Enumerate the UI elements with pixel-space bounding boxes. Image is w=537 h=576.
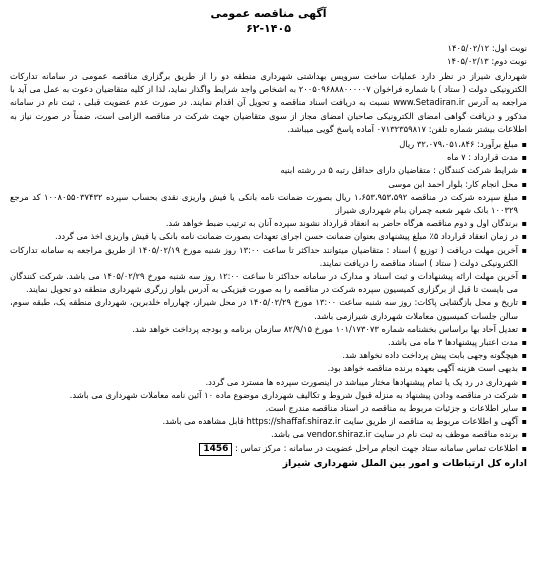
list-item: ▪ آگهی و اطلاعات مربوط به مناقصه از طریق سایت https://shaffaf.shiraz.ir قابل مشاهده می باشد. (10, 415, 527, 428)
list-item: ▪ تعدیل آحاد بها براساس بخشنامه شماره ۱۰۱/۱۷۳۰۷۳ مورخ ۸۲/۹/۱۵ سازمان برنامه و بودجه پرداخت خواهد شد. (10, 323, 527, 336)
list-item: ▪ بدیهی است هزینه آگهی بعهده برنده مناقصه خواهد بود. (10, 362, 527, 375)
list-item: ▪ تاریخ و محل بازگشایی پاکات: روز سه شنبه ساعت ۱۳:۰۰ مورخ ۱۴۰۵/۰۲/۲۹ در محل شیراز، چهارراه خلدبرین، شهرداری منطقه یک، طبقه سوم، سالن جلسات کمیسیون معاملات شهرداری شیرازمی باشد. (10, 296, 527, 322)
list-item: ▪ مبلغ سپرده شرکت در مناقصه ۱،۶۵۳،۹۵۳،۵۹۲ ریال بصورت ضمانت نامه بانکی یا فیش واریزی نقدی بحساب سپرده ۱۰۰۸۰۵۵۰۳۷۴۳۲ کد مرجع ۱۰۰۳۲۹ بانک شهر شعبه چمران بنام شهرداری شیراز (10, 191, 527, 217)
first-publication-date: نوبت اول: ۱۴۰۵/۰۲/۱۲ (447, 43, 527, 53)
second-publication-date: نوبت دوم: ۱۴۰۵/۰۲/۱۳ (447, 56, 527, 66)
list-item: ▪ شرایط شرکت کنندگان : متقاضیان دارای حداقل رتبه ۵ در رشته ابنیه (10, 164, 527, 177)
notice-title: آگهی مناقصه عمومی (210, 7, 327, 20)
list-item: ▪ برنده مناقصه موظف به ثبت نام در سایت vendor.shiraz.ir می باشد. (10, 428, 527, 441)
list-item: ▪ محل انجام کار: بلوار احمد ابن موسی (10, 178, 527, 191)
list-item-contact (10, 442, 527, 456)
list-item: ▪ سایر اطلاعات و جزئیات مربوط به مناقصه در اسناد مناقصه مندرج است. (10, 402, 527, 415)
issuer-footer: اداره کل ارتباطات و امور بین الملل شهرداری شیراز (282, 457, 527, 469)
list-item: ▪ شرکت در مناقصه ودادن پیشنهاد به منزله قبول شروط و تکالیف شهرداری موضوع ماده ۱۰ آئین نامه معاملات شهرداری می باشد. (10, 389, 527, 402)
publication-dates (10, 42, 527, 68)
list-item: ▪ برندگان اول و دوم مناقصه هرگاه حاضر به انعقاد قرارداد نشوند سپرده آنان به ترتیب ضبط خواهد شد. (10, 217, 527, 230)
list-item: ▪ مدت قرارداد : ۷ ماه (10, 151, 527, 164)
list-item: ▪ مبلغ برآورد: ۳۲،۰۷۹،۰۵۱،۸۴۶ ریال (10, 138, 527, 151)
list-item: ▪ مدت اعتبار پیشنهادها ۳ ماه می باشد. (10, 336, 527, 349)
call-center-number: 1456 (199, 443, 232, 456)
list-item: ▪ شهرداری در رد یک یا تمام پیشنهادها مختار میباشد در اینصورت سپرده ها مسترد می گردد. (10, 376, 527, 389)
list-item: ▪ هیچگونه وجهی بابت پیش پرداخت داده نخواهد شد. (10, 349, 527, 362)
list-item: ▪ آخرین مهلت دریافت ( توزیع ) اسناد : متقاضیان میتوانند حداکثر تا ساعت ۱۳:۰۰ روز شنبه مورخ ۱۴۰۵/۰۲/۱۹ از طریق مراجعه به سامانه تدارکات الکترونیکی دولت ( ستاد ) اسناد مناقصه را دریافت نمایند. (10, 244, 527, 270)
contact-label: اطلاعات تماس سامانه ستاد جهت انجام مراحل عضویت در سامانه : مرکز تماس : (235, 442, 518, 453)
conditions-list (10, 138, 527, 456)
intro-paragraph: شهرداری شیراز در نظر دارد عملیات ساخت سرویس بهداشتی شهرداری منطقه دو را از طریق برگزاری مناقصه عمومی در سامانه تدارکات الکترونیکی دولت ( ستاد ) با شماره فراخوان ۲۰۰۵۰۹۶۸۸۸۰۰۰۰۰۷ به اشخاص واجد شرایط واگذار نماید، لذا از کلیه متقاضیان دعوت به عمل می آید با مراجعه به آدرس www.Setadiran.ir نسبت به دریافت اسناد مناقصه و تحویل آن اقدام نمایند. در صورت عدم عضویت قبلی ، ثبت نام در سامانه مذکور و دریافت گواهی امضای الکترونیکی صاحبان امضای مجاز از سوی متقاضیان جهت شرکت در مناقصه الزامی است، ضمناً در صورت نیاز به اطلاعات بیشتر شماره تلفن: ۰۷۱۳۲۳۵۹۸۱۷ آماده پاسخ گویی میباشد. (10, 71, 528, 134)
list-item: ▪ در زمان انعقاد قرارداد ۵٪ مبلغ پیشنهادی بعنوان ضمانت حسن اجرای تعهدات بصورت ضمانت نامه بانکی یا فیش واریزی اخذ می گردد. (10, 230, 527, 243)
notice-number: ۶۲-۱۴۰۵ (246, 22, 291, 35)
list-item: ▪ آخرین مهلت ارائه پیشنهادات و ثبت اسناد و مدارک در سامانه حداکثر تا ساعت ۱۲:۰۰ روز سه شنبه مورخ ۱۴۰۵/۰۲/۲۹ می باشد. شرکت کنندگان می بایست تا قبل از برگزاری کمیسیون سپرده شرکت در مناقصه را به صورت فیزیکی به آدرس بلوار زرگری شهرداری منطقه دو تحویل نمایند. (10, 270, 527, 296)
